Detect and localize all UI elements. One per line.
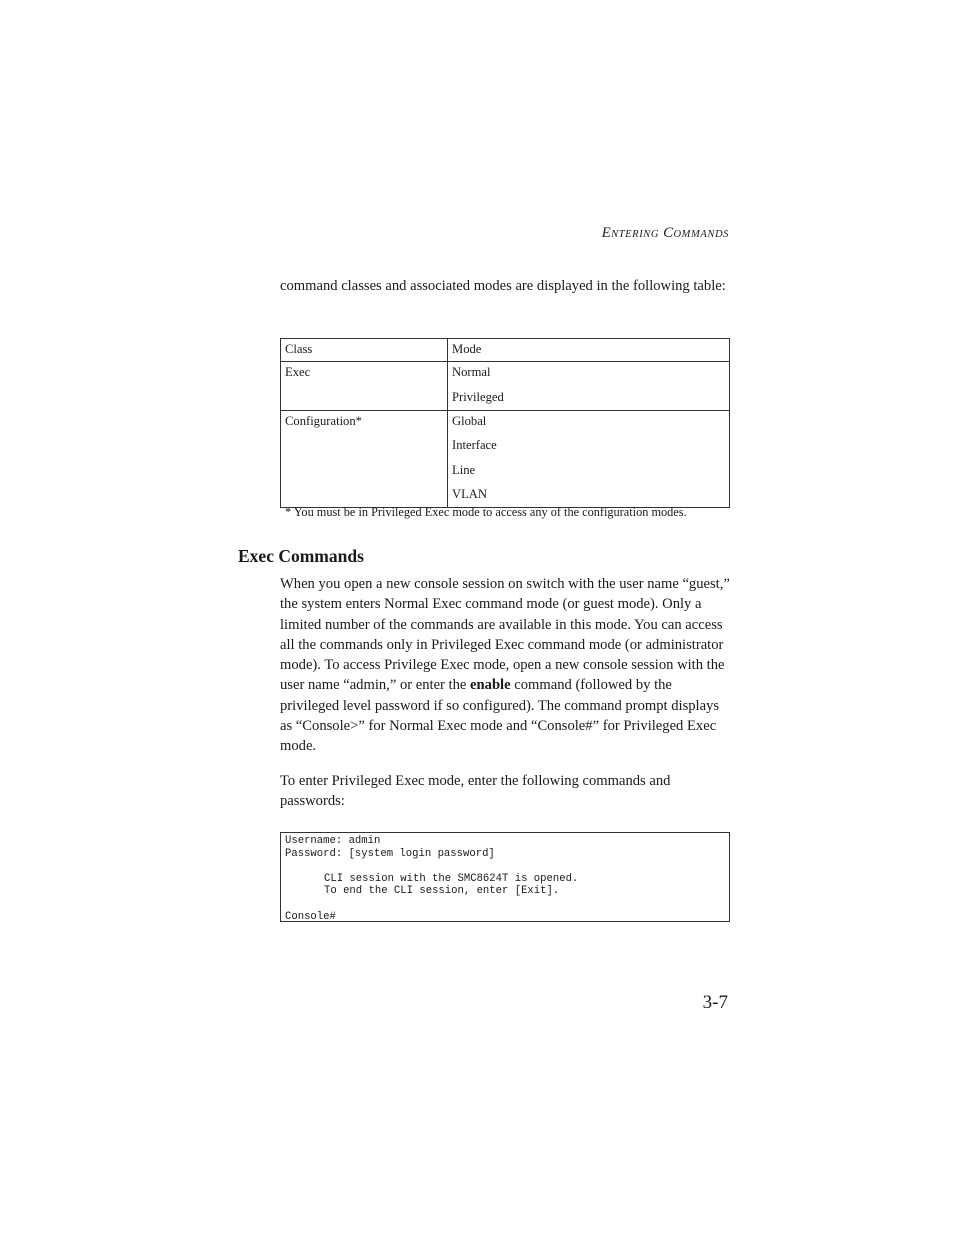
command-class-table [280,338,730,508]
code-blank-line [285,860,725,873]
code-line: Password: [system login password] [285,847,495,860]
mode-normal: Normal [452,365,491,379]
header-word-commands: OMMANDS [673,229,729,240]
class-configuration: Configuration* [285,413,362,428]
header-letter-e: E [601,225,612,241]
header-word-entering: NTERING [611,229,660,240]
body-text-2: command (followed by the privileged level password if so configured). The command prompt displays as “Console>” for Normal Exec mode and “Console#” for Privileged Exec mode. [280,677,720,755]
table-row [281,362,730,411]
exec-body-paragraph [280,574,732,757]
mode-vlan: VLAN [452,487,487,501]
enter-paragraph: To enter Privileged Exec mode, enter the following commands and passwords: [280,773,671,810]
section-title: Exec Commands [238,546,364,566]
header-class: Class [281,339,448,362]
console-code-block [280,832,730,922]
body-text-1: When you open a new console session on switch with the user name “guest,” the system enters Normal Exec command mode (or guest mode). Only a limited number of the commands are available in this mode. You can access all the commands only in Privileged Exec command mode (or administrator mode). To access Privilege Exec mode, open a new console session with the user name “admin,” or enter the [280,576,730,694]
mode-privileged: Privileged [452,389,504,404]
code-blank-line [285,898,725,911]
code-line: CLI session with the SMC8624T is opened. [324,872,579,885]
page-number: 3-7 [702,992,728,1013]
mode-global: Global [452,413,487,428]
table-row [281,410,730,508]
mode-line: Line [452,462,476,477]
enable-command: enable [470,677,511,694]
header-letter-c: C [663,225,674,241]
table-header-row [281,339,730,362]
code-line: To end the CLI session, enter [Exit]. [324,885,560,898]
class-exec: Exec [285,365,311,379]
code-line: Console# [285,910,336,923]
mode-interface: Interface [452,438,497,452]
intro-paragraph: command classes and associated modes are displayed in the following table: [280,278,726,294]
code-line: Username: admin [285,835,381,847]
running-header [602,225,729,242]
table-footnote: * You must be in Privileged Exec mode to access any of the configuration modes. [285,505,687,519]
header-mode: Mode [448,339,730,362]
